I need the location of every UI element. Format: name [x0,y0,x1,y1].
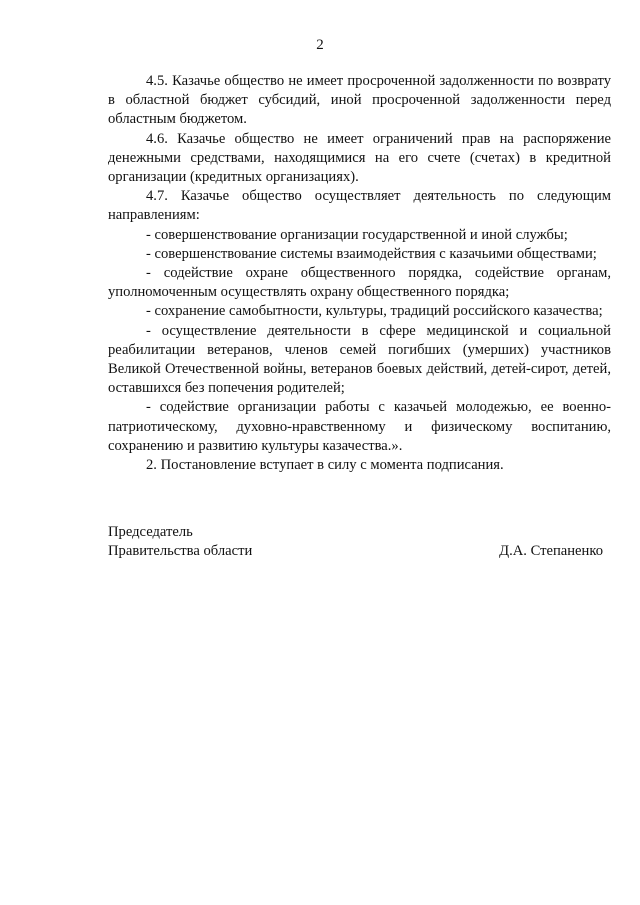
list-item-culture: - сохранение самобытности, культуры, традиций российского казачества; [146,303,603,320]
paragraph-4-7: 4.7. Казачье общество осуществляет деятельность по следующим направлениям: [108,188,611,224]
page-number: 2 [316,37,324,53]
document-body [108,72,611,475]
list-item-civil-service: - совершенствование организации государственной и иной службы; [146,226,568,243]
signature-row [108,542,603,561]
list-item-youth: - содействие организации работы с казачьей молодежью, ее военно-патриотическому, духовно-нравственному и физическому воспитанию, сохранению и развитию культуры казачества.». [108,399,611,454]
signature-block [108,523,603,561]
list-item-rehabilitation: - осуществление деятельности в сфере медицинской и социальной реабилитации ветеранов, членов семей погибших (умерших) участников Великой Отечественной войны, ветеранов боевых действий, детей-сирот, детей, оставшихся без попечения родителей; [108,322,611,397]
signatory-name: Д.А. Степаненко [499,543,603,559]
paragraph-4-5: 4.5. Казачье общество не имеет просроченной задолженности по возврату в областной бюджет субсидий, иной просроченной задолженности перед областным бюджетом. [108,73,611,128]
list-item-interaction: - совершенствование системы взаимодействия с казачьими обществами; [146,245,597,262]
list-item-public-order: - содействие охране общественного порядка, содействие органам, уполномоченным осуществлять охрану общественного порядка; [108,265,611,301]
signature-title-line1: Председатель [108,524,193,540]
paragraph-effective-date: 2. Постановление вступает в силу с момента подписания. [146,457,504,474]
signature-title-line2: Правительства области [108,543,253,559]
paragraph-4-6: 4.6. Казачье общество не имеет ограничений прав на распоряжение денежными средствами, находящимися на его счете (счетах) в кредитной организации (кредитных организациях). [108,130,611,186]
